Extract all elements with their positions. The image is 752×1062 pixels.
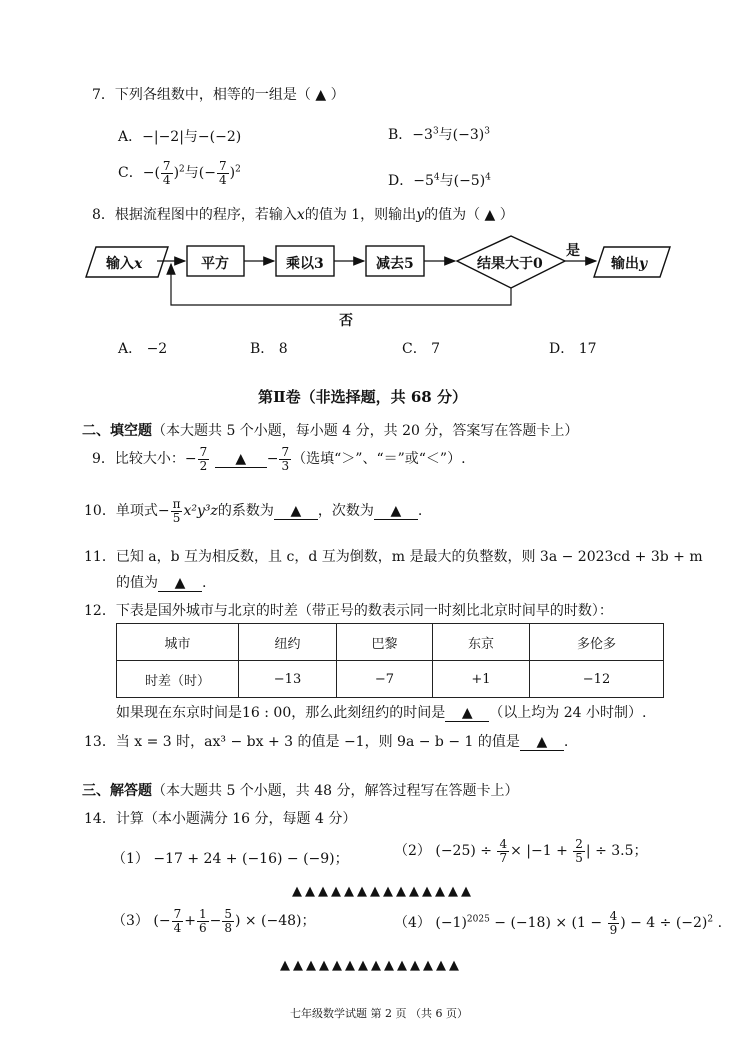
q12-stem: 12．下表是国外城市与北京的时差（带正号的数表示同一时刻比北京时间早的时数）：	[84, 603, 613, 619]
q8-option-b: B． 8	[250, 341, 288, 357]
q10-blank-degree: ▲	[374, 503, 418, 520]
fraction: $\frac{7}{4}$	[173, 907, 182, 935]
q13: 13．当 x = 3 时，ax³ − bx + 3 的值是 −1，则 9a − b − 1 的值是 ▲ .	[84, 734, 569, 750]
q7-option-a: A．−|−2|与−(−2)	[118, 129, 242, 145]
q14-part1: （1） −17 + 24 + (−16) − (−9)；	[112, 851, 349, 867]
flow-yes-label: 是	[566, 243, 580, 259]
table-cell: −7	[337, 661, 433, 698]
answer-space-triangles: ▲▲▲▲▲▲▲▲▲▲▲▲▲▲	[280, 958, 462, 973]
table-row	[117, 624, 664, 661]
q9: 9．比较大小：− $\frac{7}{2}$ ▲ − $\frac{7}{3}$ （选填“＞”、“＝”或“＜”）.	[92, 445, 466, 473]
q14-part3: （3） (− $\frac{7}{4}$ + $\frac{1}{6}$ − $\frac{5}{8}$ ) × (−48)；	[112, 907, 316, 935]
q9-answer-blank: ▲	[215, 451, 267, 468]
flow-subtract-label: 减去5	[376, 256, 414, 272]
flow-multiply-label: 乘以3	[286, 256, 324, 272]
fraction: $\frac{4}{9}$	[609, 909, 618, 937]
table-cell: 多伦多	[530, 624, 664, 661]
table-cell: 城市	[117, 624, 239, 661]
q8-stem: 8．根据流程图中的程序，若输入x的值为 1，则输出y的值为（ ▲ ）	[92, 207, 514, 223]
table-cell: 东京	[433, 624, 530, 661]
q11-answer-blank: ▲	[158, 575, 202, 592]
q8-option-c: C． 7	[402, 341, 441, 357]
q11-line2: 的值为 ▲ .	[116, 575, 207, 591]
q12-question: 如果现在东京时间是16 : 00，那么此刻纽约的时间是 ▲ （以上均为 24 小时制）.	[116, 705, 647, 721]
flow-input-label: 输入x	[106, 256, 143, 272]
flow-square-label: 平方	[201, 256, 229, 272]
fraction: $\frac{5}{8}$	[224, 907, 232, 935]
q7-text: 下列各组数中，相等的一组是（ ▲ ）	[114, 87, 345, 103]
flow-no-label: 否	[339, 313, 353, 329]
table-cell: −13	[239, 661, 337, 698]
page-footer: 七年级数学试题 第 2 页 （共 6 页）	[290, 1007, 468, 1020]
fraction: $\frac{7}{2}$	[199, 445, 208, 473]
q7-number: 7．	[92, 87, 115, 103]
q8-flowchart	[0, 0, 752, 340]
q7-option-d: D．$-5^4$与$(-5)^4$	[388, 172, 491, 189]
fraction: $\frac{7}{4}$	[218, 159, 227, 187]
table-cell: 纽约	[239, 624, 337, 661]
q8-option-a: A． −2	[118, 341, 168, 357]
table-cell: +1	[433, 661, 530, 698]
table-cell: −12	[530, 661, 664, 698]
flow-output-label: 输出y	[611, 256, 648, 272]
part2-title: 第Ⅱ卷（非选择题，共 68 分）	[258, 388, 467, 406]
section2-heading: 二、填空题（本大题共 5 个小题，每小题 4 分，共 20 分，答案写在答题卡上）	[82, 423, 579, 439]
table-row	[117, 661, 664, 698]
q10-blank-coefficient: ▲	[274, 503, 318, 520]
q10: 10．单项式− $\frac{\pi}{5}$ x²y³z的系数为 ▲ ，次数为 ▲ .	[84, 497, 423, 525]
fraction: $\frac{1}{6}$	[198, 907, 207, 935]
q8-option-d: D． 17	[549, 341, 597, 357]
section3-heading: 三、解答题（本大题共 5 个小题，共 48 分，解答过程写在答题卡上）	[82, 783, 519, 799]
fraction: $\frac{\pi}{5}$	[172, 497, 181, 525]
flow-decision-label: 结果大于0	[477, 256, 543, 272]
q7-option-b: B．$-3^3$与$(-3)^3$	[388, 126, 490, 143]
fraction: $\frac{4}{7}$	[499, 837, 508, 865]
q14-part4: （4） $(-1)^{2025} - (-18) \times (1$ − $\frac{4}{9}$ ) − $4 \div (-2)^2$ .	[394, 909, 723, 937]
timezone-table	[116, 623, 664, 698]
fraction: $\frac{7}{3}$	[281, 445, 290, 473]
q7-option-c: C．−( $\frac{7}{4}$ )$^2$与(− $\frac{7}{4}$ )$^2$	[118, 159, 241, 187]
q13-answer-blank: ▲	[520, 734, 564, 751]
fraction: $\frac{7}{4}$	[162, 159, 171, 187]
q12-answer-blank: ▲	[445, 705, 489, 722]
q14-stem: 14．计算（本小题满分 16 分，每题 4 分）	[84, 811, 357, 827]
answer-space-triangles: ▲▲▲▲▲▲▲▲▲▲▲▲▲▲	[292, 884, 474, 899]
table-cell: 时差（时）	[117, 661, 239, 698]
q14-part2: （2） (−25) ÷ $\frac{4}{7}$ × |−1 + $\frac{2}{5}$ | ÷ 3.5；	[394, 837, 648, 865]
q11-line1: 11．已知 a，b 互为相反数，且 c，d 互为倒数，m 是最大的负整数，则 3a − 2023cd + 3b + m	[84, 549, 703, 565]
fraction: $\frac{2}{5}$	[575, 837, 583, 865]
table-cell: 巴黎	[337, 624, 433, 661]
